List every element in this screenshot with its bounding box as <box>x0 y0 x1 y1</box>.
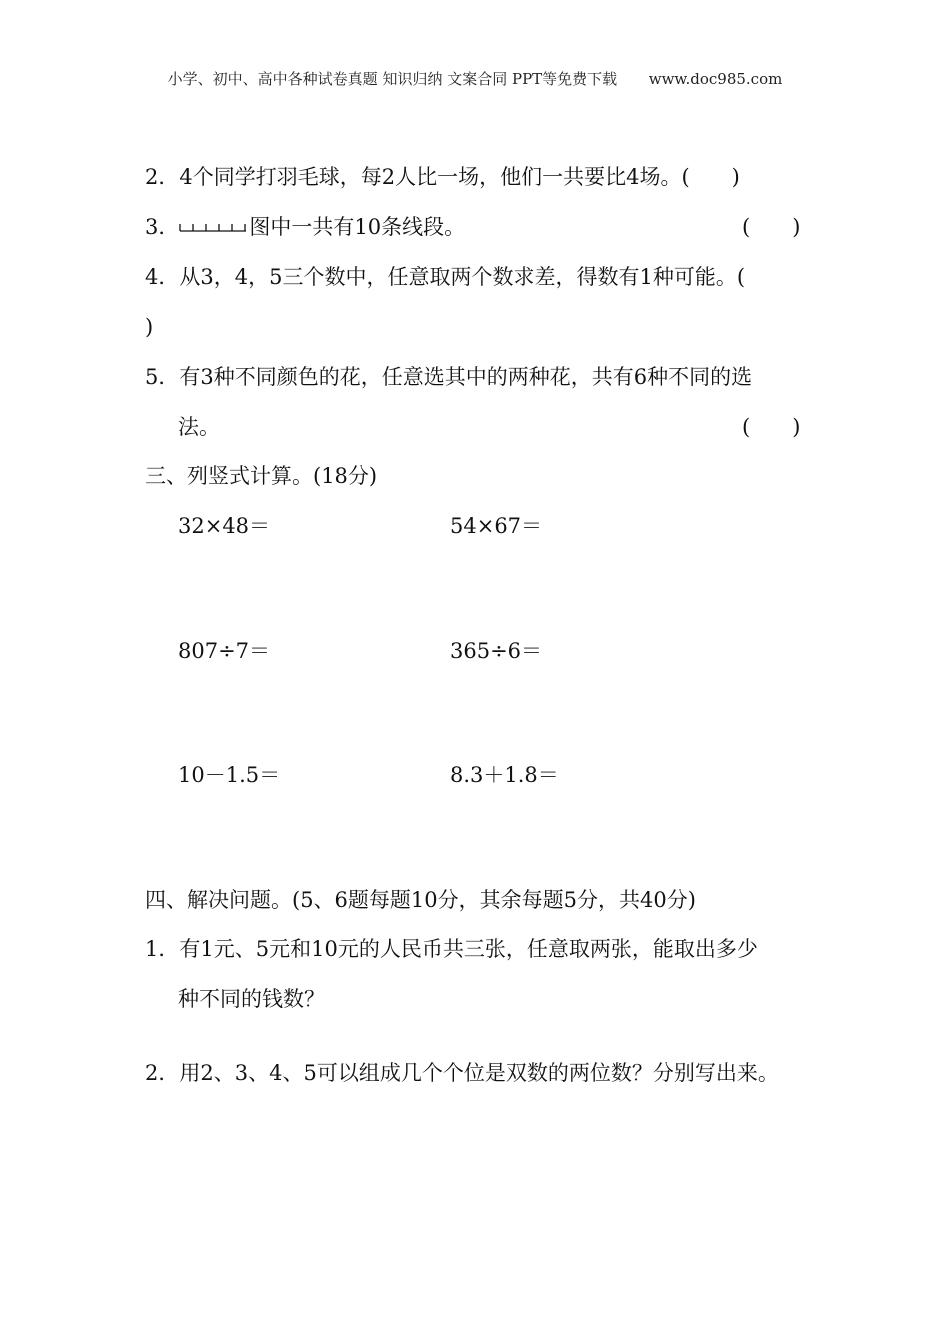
calc-item: 807÷7＝ <box>178 639 271 663</box>
judge-question-5 <box>145 362 752 392</box>
calc-item: 54×67＝ <box>450 514 543 538</box>
header-text: 小学、初中、高中各种试卷真题 知识归纳 文案合同 PPT等免费下载 <box>167 70 618 88</box>
question-text: 从3，4，5三个数中，任意取两个数求差，得数有1种可能。( <box>179 265 746 289</box>
question-continuation: 法。 <box>178 415 220 439</box>
question-number: 4． <box>145 265 180 289</box>
question-text: 4个同学打羽毛球，每2人比一场，他们一共要比4场。( ) <box>179 165 740 189</box>
judge-question-3 <box>145 212 465 242</box>
page-header <box>0 68 950 89</box>
section-3-title: 三、列竖式计算。(18分) <box>145 464 378 488</box>
line-segment-figure <box>179 218 247 234</box>
question-text: 有1元、5元和10元的人民币共三张，任意取两张，能取出多少 <box>179 937 758 961</box>
question-number: 2． <box>145 1061 180 1085</box>
judge-question-4 <box>145 262 745 292</box>
question-text: 有3种不同颜色的花，任意选其中的两种花，共有6种不同的选 <box>179 365 753 389</box>
problem-1 <box>145 934 758 964</box>
calc-item: 8.3＋1.8＝ <box>450 763 559 787</box>
question-number: 1． <box>145 937 180 961</box>
question-text: 用2、3、4、5可以组成几个个位是双数的两位数？分别写出来。 <box>179 1061 779 1085</box>
question-number: 5． <box>145 365 180 389</box>
problem-2 <box>145 1058 779 1088</box>
question-text: 图中一共有10条线段。 <box>249 215 466 239</box>
question-number: 2． <box>145 165 180 189</box>
judge-question-2 <box>145 162 740 192</box>
question-continuation: 种不同的钱数？ <box>178 987 325 1011</box>
question-number: 3． <box>145 215 180 239</box>
answer-parenthesis: ( ) <box>742 415 801 439</box>
calc-item: 32×48＝ <box>178 514 271 538</box>
calc-item: 365÷6＝ <box>450 639 543 663</box>
section-4-title: 四、解决问题。(5、6题每题10分，其余每题5分，共40分) <box>145 888 696 912</box>
calc-item: 10－1.5＝ <box>178 763 281 787</box>
question-continuation: ) <box>145 315 154 339</box>
header-url: www.doc985.com <box>648 70 783 88</box>
answer-parenthesis: ( ) <box>742 215 801 239</box>
